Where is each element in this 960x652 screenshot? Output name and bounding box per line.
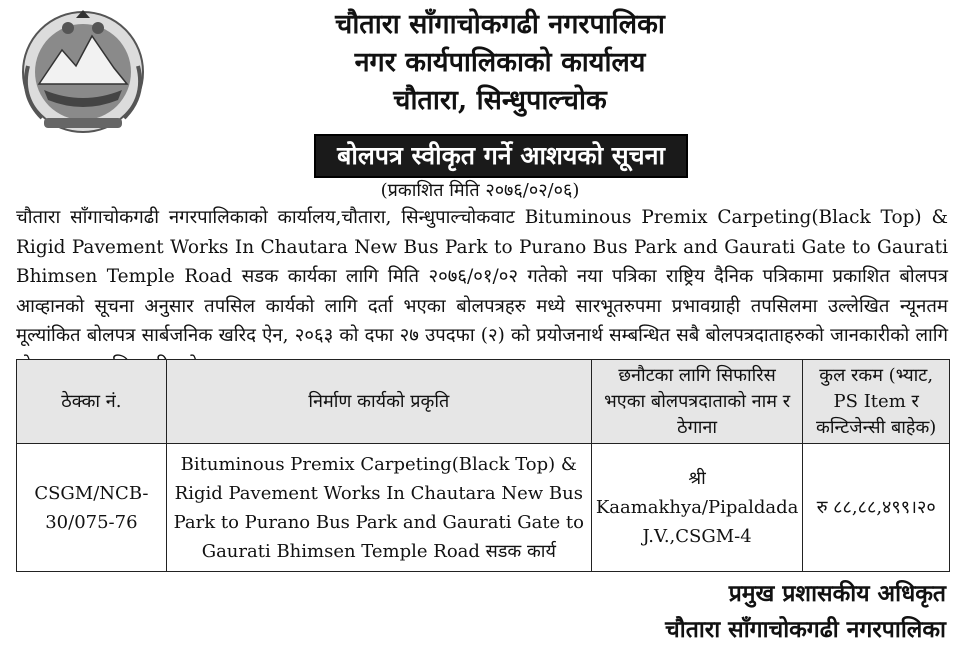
signatory-office: चौतारा साँगाचोकगढी नगरपालिका [665, 616, 946, 643]
cell-work-nature: Bituminous Premix Carpeting(Black Top) & Rigid Pavement Works In Chautara New Bus Park to Purano Bus Park and Gaurati Gate to Gaurati Bhimsen Temple Road सडक कार्य [166, 444, 591, 572]
table-row [17, 444, 950, 572]
publish-date: (प्रकाशित मिति २०७६/०२/०६) [380, 180, 580, 201]
table-header-row [17, 360, 950, 444]
signature-block [665, 576, 946, 648]
office-address: चौतारा, सिन्धुपाल्चोक [393, 85, 607, 116]
header-bidder: छनौटका लागि सिफारिस भएका बोलपत्रदाताको नाम र ठेगाना [591, 360, 803, 444]
office-name: नगर कार्यपालिकाको कार्यालय [354, 47, 646, 78]
header-contract-no: ठेक्का नं. [17, 360, 167, 444]
header-amount: कुल रकम (भ्याट, PS Item र कन्टिजेन्सी बाहेक) [803, 360, 950, 444]
cell-bidder: श्री Kaamakhya/Pipaldada J.V.,CSGM-4 [591, 444, 803, 572]
signatory-designation: प्रमुख प्रशासकीय अधिकृत [728, 580, 946, 607]
cell-contract-no: CSGM/NCB-30/075-76 [17, 444, 167, 572]
office-header [160, 6, 840, 120]
cell-amount: रु ८८,८८,४९९।२० [803, 444, 950, 572]
notice-body: चौतारा साँगाचोकगढी नगरपालिकाको कार्यालय,चौतारा, सिन्धुपाल्चोकवाट Bituminous Premix Carpeting(Black Top) & Rigid Pavement Works In Chautara New Bus Park to Purano Bus Park and Gaurati Gate to Gaurati Bhimsen Temple Road सडक कार्यका लागि मिति २०७६/०१/०२ गतेको नया पत्रिका राष्ट्रिय दैनिक पत्रिकामा प्रकाशित बोलपत्र आव्हानको सूचना अनुसार तपसिल कार्यको लागि दर्ता भएका बोलपत्रहरु मध्ये सारभूतरुपमा प्रभावग्राही तपसिलमा उल्लेखित न्यूनतम मूल्यांकित बोलपत्र सार्बजनिक खरिद ऐन, २०६३ को दफा २७ उपदफा (२) को प्रयोजनार्थ सम्बन्धित सबै बोलपत्रदाताहरुको जानकारीको लागि [16, 207, 948, 346]
bid-table [16, 359, 950, 572]
notice-title: बोलपत्र स्वीकृत गर्ने आशयको सूचना [314, 134, 688, 178]
nepal-emblem-icon [14, 6, 152, 138]
municipality-name: चौतारा साँगाचोकगढी नगरपालिका [335, 9, 665, 40]
header-work-nature: निर्माण कार्यको प्रकृति [166, 360, 591, 444]
